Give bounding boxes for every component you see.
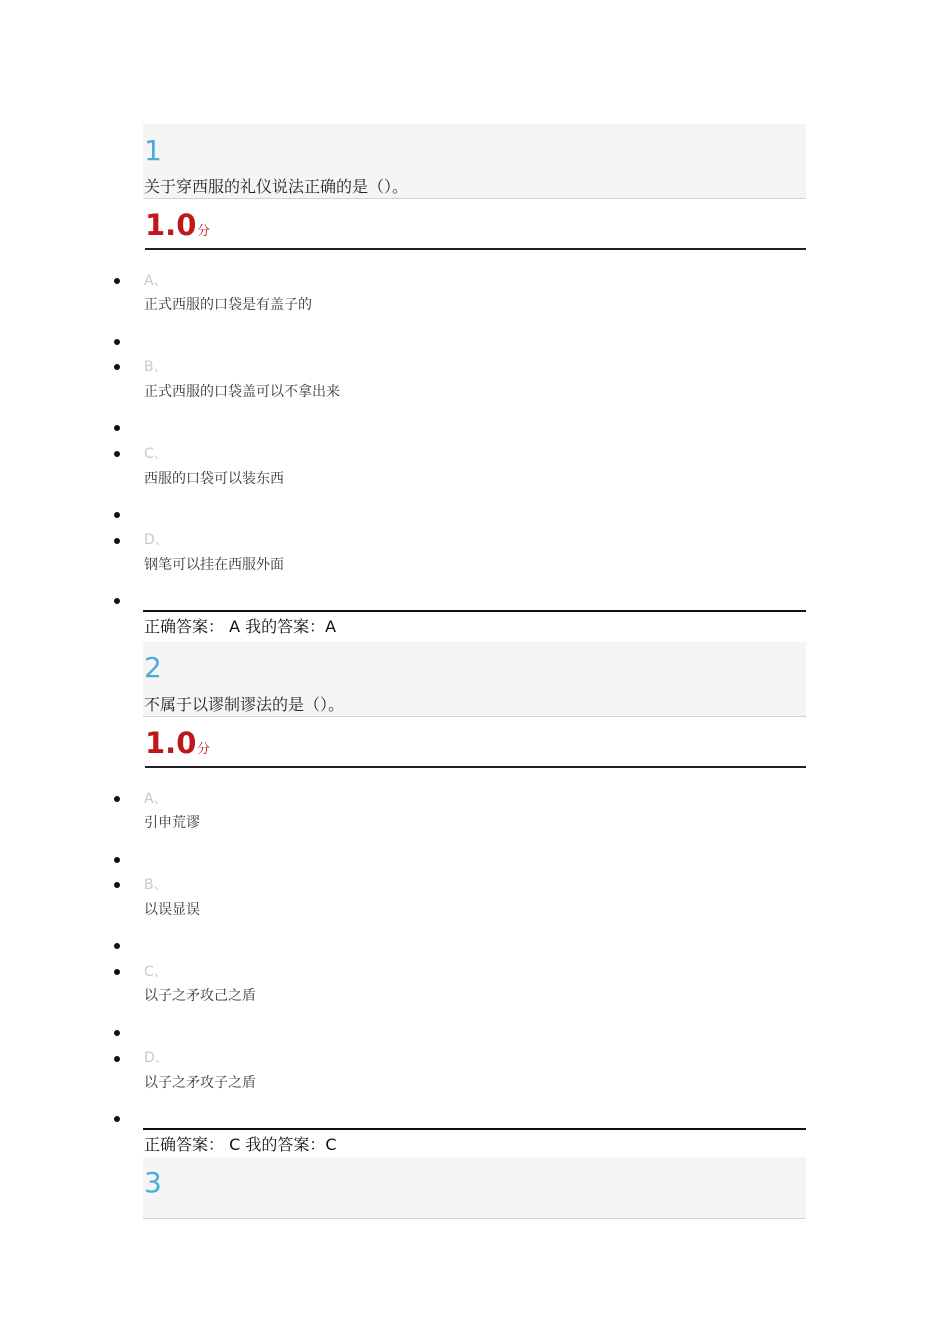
- list-bullet: [114, 943, 120, 949]
- question-1-header: [143, 124, 806, 199]
- option-a-letter: A、: [144, 791, 168, 807]
- option-b-text[interactable]: 以误显误: [144, 902, 200, 918]
- correct-answer-label: 正确答案：: [144, 1135, 225, 1154]
- correct-answer-value: A: [229, 617, 241, 636]
- list-bullet: [114, 1030, 120, 1036]
- list-bullet: [114, 857, 120, 863]
- list-bullet: [114, 1116, 120, 1122]
- option-a-text[interactable]: 正式西服的口袋是有盖子的: [144, 297, 312, 313]
- question-2-header: [143, 642, 806, 717]
- score-unit: 分: [197, 224, 211, 239]
- list-bullet: [114, 969, 120, 975]
- score-value: 1.0: [145, 208, 197, 242]
- question-number: 2: [144, 651, 162, 684]
- option-c-text[interactable]: 西服的口袋可以装东西: [144, 471, 284, 487]
- question-text: 不属于以谬制谬法的是（）。: [144, 695, 345, 714]
- option-b-letter: B、: [144, 877, 168, 893]
- question-1-score: [145, 200, 806, 250]
- list-bullet: [114, 598, 120, 604]
- option-c-text[interactable]: 以子之矛攻己之盾: [144, 988, 256, 1004]
- option-d-text[interactable]: 钢笔可以挂在西服外面: [144, 557, 284, 573]
- question-number: 1: [144, 134, 162, 167]
- option-d-letter: D、: [144, 532, 169, 548]
- list-bullet: [114, 512, 120, 518]
- option-c-letter: C、: [144, 964, 168, 980]
- list-bullet: [114, 278, 120, 284]
- correct-answer-value: C: [229, 1135, 241, 1154]
- option-d-letter: D、: [144, 1050, 169, 1066]
- correct-answer-label: 正确答案：: [144, 617, 225, 636]
- list-bullet: [114, 882, 120, 888]
- answer-divider: [143, 1128, 806, 1130]
- answer-summary: [144, 1137, 337, 1153]
- my-answer-label: 我的答案：: [245, 617, 326, 636]
- score-unit: 分: [197, 742, 211, 757]
- my-answer-value: A: [325, 617, 337, 636]
- option-b-letter: B、: [144, 359, 168, 375]
- score-value: 1.0: [145, 726, 197, 760]
- list-bullet: [114, 796, 120, 802]
- answer-summary: [144, 619, 336, 635]
- question-2-score: [145, 718, 806, 768]
- option-c-letter: C、: [144, 446, 168, 462]
- my-answer-value: C: [325, 1135, 337, 1154]
- my-answer-label: 我的答案：: [245, 1135, 326, 1154]
- option-a-letter: A、: [144, 273, 168, 289]
- list-bullet: [114, 1056, 120, 1062]
- list-bullet: [114, 339, 120, 345]
- list-bullet: [114, 538, 120, 544]
- answer-divider: [143, 610, 806, 612]
- option-b-text[interactable]: 正式西服的口袋盖可以不拿出来: [144, 384, 340, 400]
- list-bullet: [114, 364, 120, 370]
- option-a-text[interactable]: 引申荒谬: [144, 815, 200, 831]
- option-d-text[interactable]: 以子之矛攻子之盾: [144, 1075, 256, 1091]
- question-3-header: [143, 1157, 806, 1219]
- question-text: 关于穿西服的礼仪说法正确的是（）。: [144, 177, 409, 196]
- list-bullet: [114, 451, 120, 457]
- list-bullet: [114, 425, 120, 431]
- question-number: 3: [144, 1166, 162, 1199]
